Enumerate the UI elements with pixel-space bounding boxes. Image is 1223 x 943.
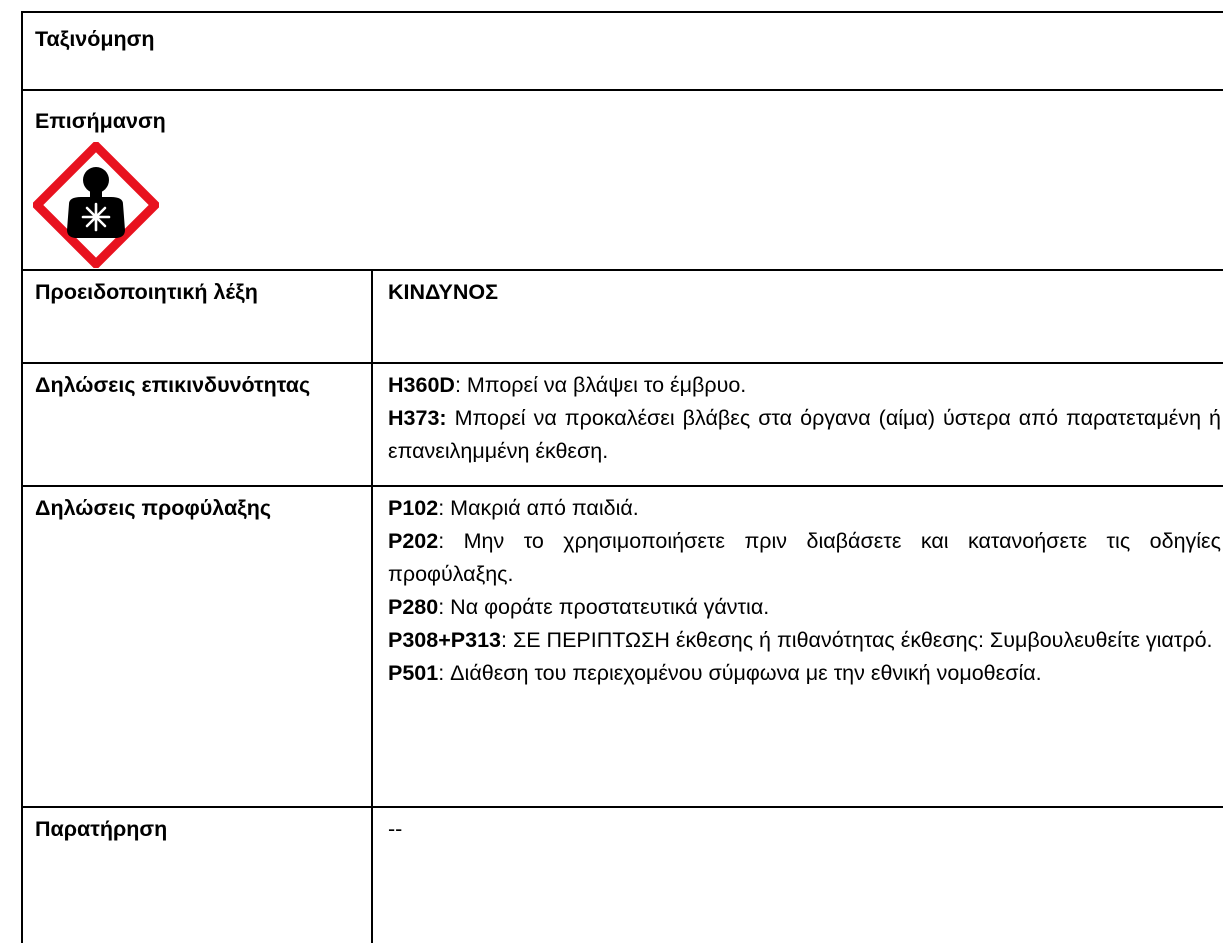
signal-word-row (22, 270, 1223, 363)
precautionary-code: P102 (388, 496, 439, 520)
precautionary-separator: : (500, 628, 507, 652)
signal-word-label: Προειδοποιητική λέξη (35, 280, 258, 304)
precautionary-statement (388, 591, 1221, 624)
signal-word-value: ΚΙΝΔΥΝΟΣ (388, 280, 499, 304)
hazard-text: Μπορεί να προκαλέσει βλάβες στα όργανα (αίμα) ύστερα από παρατεταμένη ή επανειλημμένη έκθεση. (388, 406, 1221, 463)
remark-value: -- (388, 817, 403, 841)
labelling-heading: Επισήμανση (35, 109, 166, 133)
hazard-separator: : (454, 373, 461, 397)
precautionary-statement (388, 492, 1221, 525)
ghs08-health-hazard-icon (33, 142, 159, 268)
precautionary-code: P280 (388, 595, 439, 619)
hazard-text: Μπορεί να βλάψει το έμβρυο. (460, 373, 747, 397)
precautionary-statement (388, 657, 1221, 690)
precautionary-separator: : (438, 529, 445, 553)
precautionary-text: Μακριά από παιδιά. (444, 496, 639, 520)
precautionary-statements-label: Δηλώσεις προφύλαξης (35, 496, 272, 520)
safety-label-sheet (21, 11, 1223, 902)
hazard-statement (388, 369, 1221, 402)
precautionary-code: P308+P313 (388, 628, 501, 652)
remark-label: Παρατήρηση (35, 817, 168, 841)
classification-row (22, 12, 1223, 90)
hazard-classification-table (21, 11, 1223, 943)
hazard-statement (388, 402, 1221, 468)
precautionary-separator: : (438, 496, 445, 520)
labelling-row (22, 90, 1223, 270)
precautionary-statements-row (22, 486, 1223, 807)
hazard-code: H360D (388, 373, 455, 397)
precautionary-text: Διάθεση του περιεχομένου σύμφωνα με την εθνική νομοθεσία. (444, 661, 1042, 685)
precautionary-text: Να φοράτε προστατευτικά γάντια. (444, 595, 770, 619)
remark-row (22, 807, 1223, 943)
precautionary-statement (388, 525, 1221, 591)
precautionary-separator: : (438, 595, 445, 619)
hazard-code: H373: (388, 406, 447, 430)
hazard-statements-row (22, 363, 1223, 486)
precautionary-code: P501 (388, 661, 439, 685)
precautionary-text: Μην το χρησιμοποιήσετε πριν διαβάσετε και κατανοήσετε τις οδηγίες προφύλαξης. (388, 529, 1221, 586)
precautionary-code: P202 (388, 529, 439, 553)
precautionary-separator: : (438, 661, 445, 685)
classification-heading: Ταξινόμηση (35, 27, 155, 51)
hazard-statements-label: Δηλώσεις επικινδυνότητας (35, 373, 311, 397)
precautionary-text: ΣΕ ΠΕΡΙΠΤΩΣΗ έκθεσης ή πιθανότητας έκθεσης: Συμβουλευθείτε γιατρό. (506, 628, 1213, 652)
precautionary-statement (388, 624, 1221, 657)
